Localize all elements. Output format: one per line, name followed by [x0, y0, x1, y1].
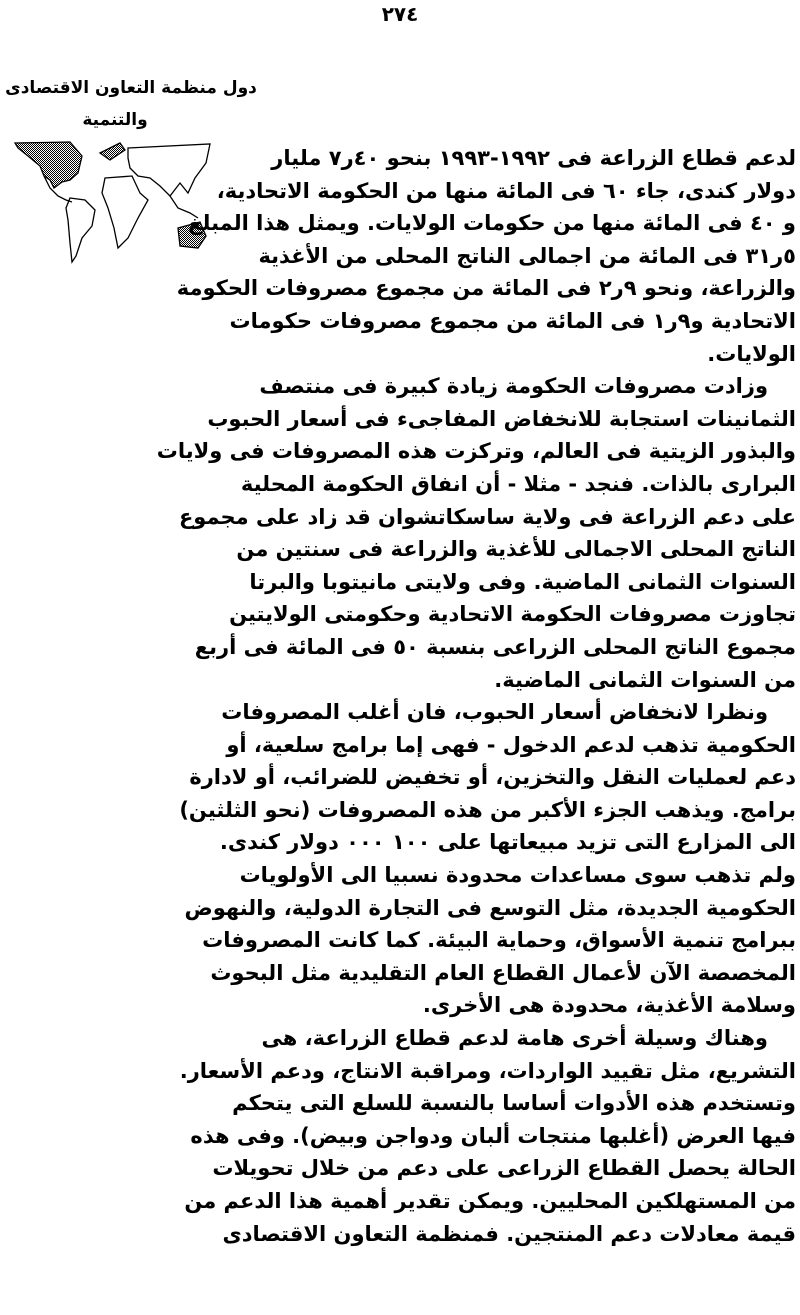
text-line: البرارى بالذات. فنجد - مثلا - أن انفاق الحكومة المحلية [240, 471, 796, 496]
text-line: على دعم الزراعة فى ولاية ساسكاتشوان قد زاد على مجموع [178, 504, 796, 529]
paragraph [179, 1022, 796, 1250]
text-line: دعم لعمليات النقل والتخزين، أو تخفيض للضرائب، أو لادارة [189, 765, 796, 790]
paragraph [156, 370, 796, 696]
text-line: ونظرا لانخفاض أسعار الحبوب، فان أغلب المصروفات [221, 700, 768, 725]
text-line: دولار كندى، جاء ٦٠ فى المائة منها من الحكومة الاتحادية، [216, 178, 796, 203]
south-america [66, 198, 95, 262]
text-line: الحكومية الجديدة، مثل التوسع فى التجارة الدولية، والنهوض [184, 895, 796, 920]
text-line: برامج. ويذهب الجزء الأكبر من هذه المصروفات (نحو الثلثين) [179, 797, 796, 822]
text-line: قيمة معادلات دعم المنتجين. فمنظمة التعاون الاقتصادى [222, 1221, 796, 1246]
text-line: مجموع الناتج المحلى الزراعى بنسبة ٥٠ فى المائة فى أربع [194, 634, 796, 659]
text-line: الولايات. [707, 341, 796, 366]
map-caption-line-1: دول منظمة التعاون الاقتصادى [5, 78, 257, 98]
text-line: وتستخدم هذه الأدوات أساسا بالنسبة للسلع التى يتحكم [232, 1091, 796, 1116]
text-line: والزراعة، ونحو ٩ر٢ فى المائة من مجموع مصروفات الحكومة [176, 276, 796, 301]
text-line: تجاوزت مصروفات الحكومة الاتحادية وحكومتى الولايتين [229, 602, 796, 627]
text-line: المخصصة الآن لأعمال القطاع العام التقليدية مثل البحوث [210, 960, 796, 985]
text-line: الاتحادية و٩ر١ فى المائة من مجموع مصروفات حكومات [229, 308, 796, 333]
africa [102, 176, 148, 248]
world-map-illustration [10, 138, 215, 273]
text-line: الناتج المحلى الاجمالى للأغذية والزراعة فى سنتين من [236, 537, 796, 562]
body-text [156, 142, 796, 1250]
text-line: من السنوات الثمانى الماضية. [494, 667, 796, 692]
text-line: وسلامة الأغذية، محدودة هى الأخرى. [422, 993, 796, 1018]
text-line: فيها العرض (أغلبها منتجات ألبان ودواجن وبيض). وفى هذه [190, 1123, 796, 1148]
text-line: والبذور الزيتية فى العالم، وتركزت هذه المصروفات فى ولايات [156, 439, 796, 464]
page-number: ٢٧٤ [381, 2, 419, 26]
text-line: الحكومية تذهب لدعم الدخول - فهى إما برامج سلعية، أو [226, 732, 796, 757]
text-line: ببرامج تنمية الأسواق، وحماية البيئة. كما كانت المصروفات [202, 928, 796, 953]
text-line: لدعم قطاع الزراعة فى ١٩٩٢-١٩٩٣ بنحو ٤٠ر٧ مليار [271, 146, 796, 170]
text-line: و ٤٠ فى المائة منها من حكومات الولايات. ويمثل هذا المبلغ [188, 211, 796, 236]
paragraph [176, 142, 796, 370]
text-line: ولم تذهب سوى مساعدات محدودة نسبيا الى الأولويات [239, 863, 796, 888]
map-caption-line-2: والتنمية [82, 110, 148, 130]
text-line: وزادت مصروفات الحكومة زيادة كبيرة فى منتصف [259, 374, 768, 399]
text-line: وهناك وسيلة أخرى هامة لدعم قطاع الزراعة، هى [261, 1026, 768, 1051]
text-line: التشريع، مثل تقييد الواردات، ومراقبة الانتاج، ودعم الأسعار. [179, 1058, 796, 1083]
north-america [15, 142, 82, 188]
greenland-europe [100, 143, 125, 160]
paragraph [179, 696, 796, 1022]
text-line: الثمانينات استجابة للانخفاض المفاجىء فى أسعار الحبوب [207, 406, 796, 431]
text-line: السنوات الثمانى الماضية. وفى ولايتى مانيتوبا والبرتا [249, 569, 796, 594]
text-line: من المستهلكين المحليين. ويمكن تقدير أهمية هذا الدعم من [184, 1189, 796, 1213]
text-line: الى المزارع التى تزيد مبيعاتها على ١٠٠ ٠٠٠ دولار كندى. [219, 830, 796, 855]
eurasia [128, 144, 210, 196]
text-line: الحالة يحصل القطاع الزراعى على دعم من خلال تحويلات [212, 1156, 796, 1181]
text-line: ٥ر٣١ فى المائة من اجمالى الناتج المحلى من الأغذية [258, 243, 796, 268]
